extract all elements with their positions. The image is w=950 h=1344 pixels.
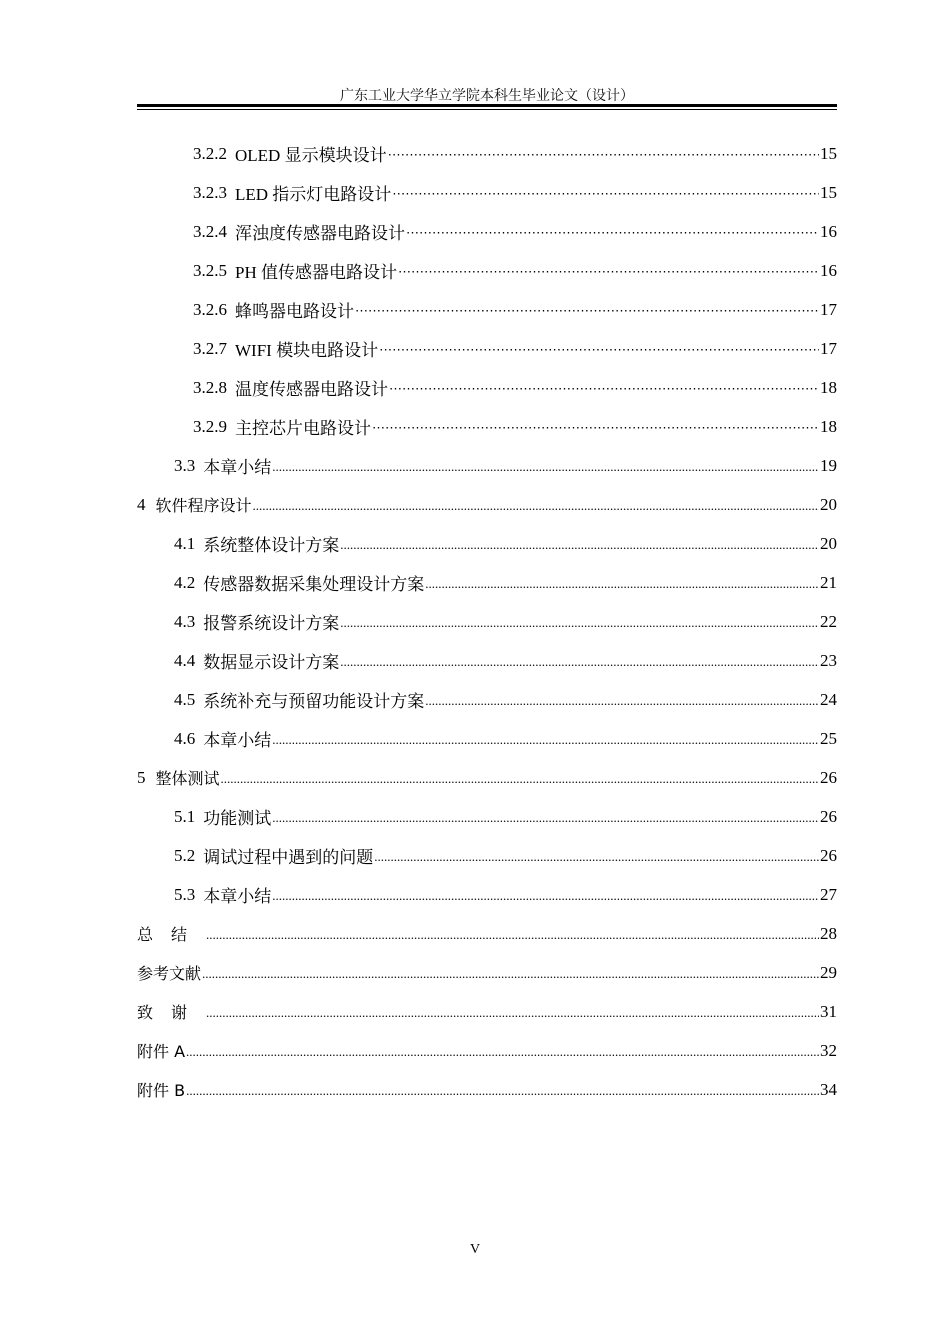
toc-entry-page: 34 <box>820 1079 837 1099</box>
toc-entry-page: 21 <box>820 572 837 592</box>
toc-entry-number: 3.3 <box>174 455 196 475</box>
toc-entry[interactable] <box>137 407 837 446</box>
toc-entry-title: 本章小结 <box>203 458 272 477</box>
toc-entry-page: 26 <box>820 806 837 826</box>
toc-entry-number: 3.2.2 <box>193 143 227 163</box>
toc-entry[interactable] <box>137 680 837 719</box>
toc-entry[interactable] <box>137 290 837 329</box>
toc-entry-number: 4 <box>137 494 146 514</box>
toc-leader <box>340 612 819 632</box>
toc-entry-page: 26 <box>820 845 837 865</box>
toc-entry-title: 本章小结 <box>203 887 272 906</box>
toc-entry-page: 18 <box>820 377 837 397</box>
toc-entry-number: 4.4 <box>174 650 196 670</box>
toc-entry-number: 5.2 <box>174 845 196 865</box>
toc-leader <box>272 456 819 476</box>
toc-entry[interactable] <box>137 602 837 641</box>
header-rule-thick <box>137 104 837 107</box>
toc-leader <box>406 222 819 242</box>
toc-entry-title: 参考文献 <box>137 964 202 983</box>
toc-entry-title: 报警系统设计方案 <box>203 614 340 633</box>
toc-entry-title: 数据显示设计方案 <box>203 653 340 672</box>
toc-entry-title: PH 值传感器电路设计 <box>235 263 397 282</box>
toc-entry[interactable] <box>137 719 837 758</box>
toc-entry[interactable] <box>137 212 837 251</box>
toc-leader <box>340 534 819 554</box>
toc-leader <box>425 573 819 593</box>
page-header: 广东工业大学华立学院本科生毕业论文（设计） <box>340 89 634 104</box>
toc-entry[interactable] <box>137 797 837 836</box>
toc-entry[interactable] <box>137 173 837 212</box>
toc-leader <box>272 807 819 827</box>
toc-entry-number: 3.2.3 <box>193 182 227 202</box>
toc-entry-number: 3.2.5 <box>193 260 227 280</box>
toc-entry-title: OLED 显示模块设计 <box>235 146 387 165</box>
toc-entry[interactable] <box>137 836 837 875</box>
toc-entry-page: 23 <box>820 650 837 670</box>
toc-entry-page: 22 <box>820 611 837 631</box>
toc-entry-number: 5.3 <box>174 884 196 904</box>
toc-entry-title: 致谢 <box>137 1003 206 1022</box>
toc-entry-page: 32 <box>820 1040 837 1060</box>
toc-entry-title: 附件 A <box>137 1042 186 1061</box>
toc-entry-number: 3.2.8 <box>193 377 227 397</box>
toc-leader <box>425 690 819 710</box>
toc-entry[interactable] <box>137 329 837 368</box>
toc-leader <box>272 885 819 905</box>
page-number: V <box>469 1242 481 1257</box>
header-rule-thin <box>137 109 837 110</box>
toc-entry-title: 整体测试 <box>155 769 220 788</box>
toc-entry-number: 3.2.4 <box>193 221 227 241</box>
toc-leader <box>379 339 819 359</box>
toc-entry-page: 15 <box>820 143 837 163</box>
toc-chapter-entry[interactable] <box>137 758 837 797</box>
toc-leader <box>272 729 819 749</box>
toc-entry-page: 28 <box>820 923 837 943</box>
toc-entry-page: 29 <box>820 962 837 982</box>
toc-entry-title: 总结 <box>137 925 206 944</box>
toc-entry-number: 3.2.7 <box>193 338 227 358</box>
toc-entry[interactable] <box>137 524 837 563</box>
toc-leader <box>221 768 819 788</box>
toc-entry-page: 25 <box>820 728 837 748</box>
toc-appendix-a-entry[interactable] <box>137 1031 837 1070</box>
toc-entry-number: 5 <box>137 767 146 787</box>
toc-leader <box>202 963 819 983</box>
toc-entry-number: 4.3 <box>174 611 196 631</box>
toc-entry-page: 16 <box>820 260 837 280</box>
toc-entry-page: 18 <box>820 416 837 436</box>
toc-entry-title: 系统补充与预留功能设计方案 <box>203 692 425 711</box>
toc-leader <box>398 261 819 281</box>
toc-entry-title: 浑浊度传感器电路设计 <box>235 224 405 243</box>
toc-entry-title: 主控芯片电路设计 <box>235 419 371 438</box>
toc-entry[interactable] <box>137 368 837 407</box>
toc-leader <box>186 1041 819 1061</box>
toc-entry-title: 本章小结 <box>203 731 272 750</box>
toc-entry-title: 蜂鸣器电路设计 <box>235 302 354 321</box>
toc-entry-title: 温度传感器电路设计 <box>235 380 388 399</box>
toc-leader <box>389 378 819 398</box>
toc-entry-title: 软件程序设计 <box>155 496 252 515</box>
toc-entry-page: 15 <box>820 182 837 202</box>
toc-summary-entry[interactable] <box>137 914 837 953</box>
toc-leader <box>372 417 819 437</box>
toc-entry-number: 3.2.6 <box>193 299 227 319</box>
toc-entry[interactable] <box>137 251 837 290</box>
toc-leader <box>355 300 819 320</box>
toc-leader <box>186 1080 819 1100</box>
toc-entry-page: 26 <box>820 767 837 787</box>
toc-entry[interactable] <box>137 641 837 680</box>
toc-appendix-b-entry[interactable] <box>137 1070 837 1109</box>
toc-acknowledgements-entry[interactable] <box>137 992 837 1031</box>
toc-leader <box>253 495 819 515</box>
toc-entry-page: 24 <box>820 689 837 709</box>
toc-entry-page: 31 <box>820 1001 837 1021</box>
toc-entry-page: 20 <box>820 533 837 553</box>
toc-entry-title: WIFI 模块电路设计 <box>235 341 379 360</box>
toc-leader <box>392 183 819 203</box>
toc-entry-title: LED 指示灯电路设计 <box>235 185 392 204</box>
toc-entry-number: 4.5 <box>174 689 196 709</box>
toc-entry-number: 4.6 <box>174 728 196 748</box>
toc-leader <box>340 651 819 671</box>
toc-entry-page: 17 <box>820 299 837 319</box>
toc-entry-number: 3.2.9 <box>193 416 227 436</box>
toc-entry-number: 5.1 <box>174 806 196 826</box>
toc-leader <box>388 144 819 164</box>
toc-entry[interactable] <box>137 875 837 914</box>
toc-entry[interactable] <box>137 563 837 602</box>
toc-entry-number: 4.1 <box>174 533 196 553</box>
toc-entry-title: 调试过程中遇到的问题 <box>203 848 374 867</box>
toc-chapter-entry[interactable] <box>137 485 837 524</box>
toc-entry[interactable] <box>137 446 837 485</box>
toc-entry-title: 功能测试 <box>203 809 272 828</box>
toc-entry-title: 传感器数据采集处理设计方案 <box>203 575 425 594</box>
toc-entry-title: 附件 B <box>137 1081 186 1100</box>
toc-references-entry[interactable] <box>137 953 837 992</box>
toc-leader <box>206 924 819 944</box>
toc-entry[interactable] <box>137 134 837 173</box>
toc-entry-page: 27 <box>820 884 837 904</box>
toc-leader <box>206 1002 819 1022</box>
toc-entry-page: 19 <box>820 455 837 475</box>
toc-entry-title: 系统整体设计方案 <box>203 536 340 555</box>
toc-entry-number: 4.2 <box>174 572 196 592</box>
toc-leader <box>374 846 819 866</box>
toc-entry-page: 16 <box>820 221 837 241</box>
toc-entry-page: 17 <box>820 338 837 358</box>
toc-entry-page: 20 <box>820 494 837 514</box>
